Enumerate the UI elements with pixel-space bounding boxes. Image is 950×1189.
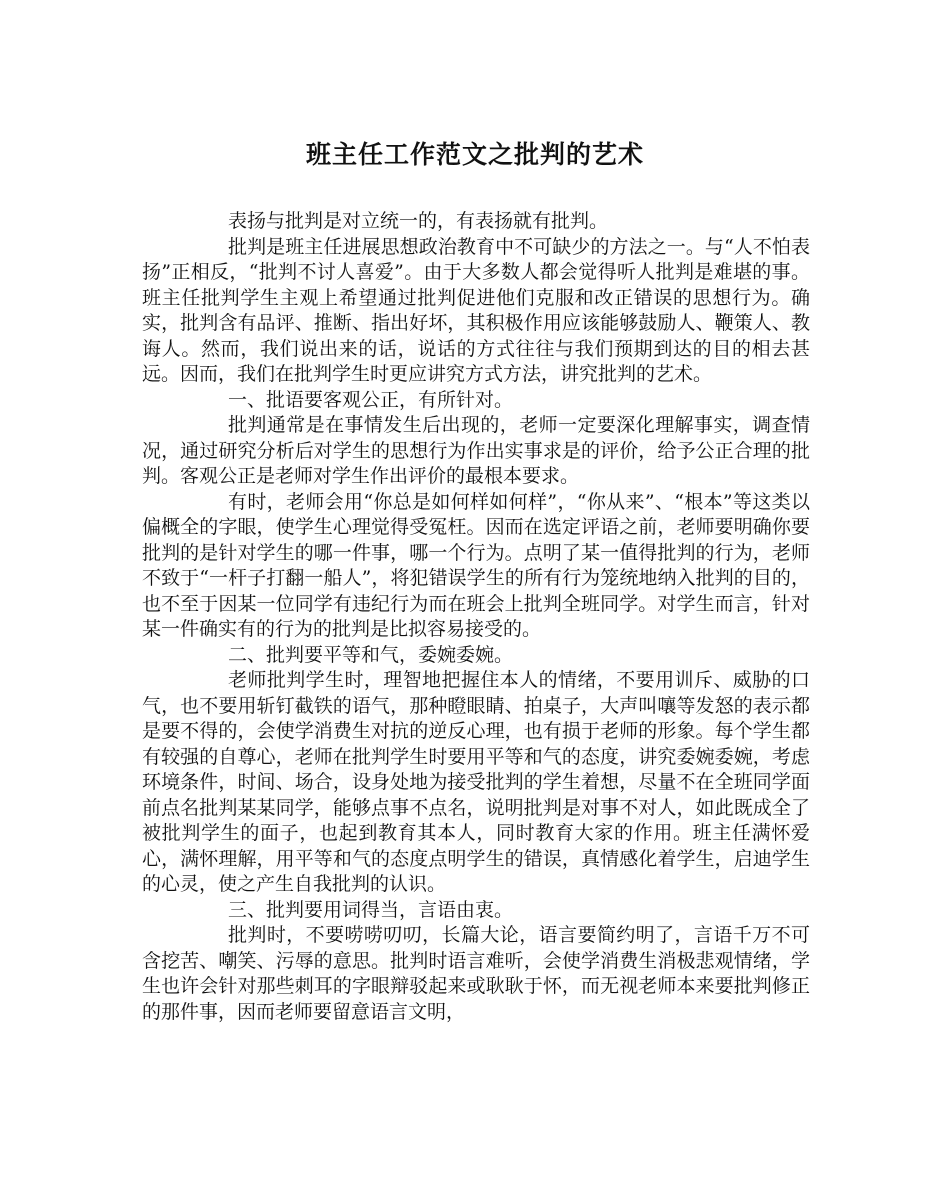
section-heading: 一、批语要客观公正，有所针对。 [228,388,514,411]
paragraph: 批判通常是在事情发生后出现的，老师一定要深化理解事实，调查情况，通过研究分析后对学生的思想行为作出实事求是的评价，给予公正合理的批判。客观公正是老师对学生作出评价的最根本要求。 [142,414,810,487]
document-title: 班主任工作范文之批判的艺术 [305,140,644,169]
paragraph: 老师批判学生时，理智地把握住本人的情绪，不要用训斥、威胁的口气，也不要用斩钉截铁的语气，那种瞪眼睛、拍桌子，大声叫嚷等发怒的表示都是要不得的，会使学消费生对抗的逆反心理，也有损于老师的形象。每个学生都有较强的自尊心，老师在批判学生时要用平等和气的态度，讲究委婉委婉，考虑环境条件，时间、场合，设身处地为接受批判的学生着想，尽量不在全班同学面前点名批判某某同学，能够点事不点名，说明批判是对事不对人，如此既成全了被批判学生的面子，也起到教育其本人，同时教育大家的作用。班主任满怀爱心，满怀理解，用平等和气的态度点明学生的错误，真情感化着学生，启迪学生的心灵，使之产生自我批判的认识。 [142,669,810,895]
paragraph: 表扬与批判是对立统一的，有表扬就有批判。 [228,210,609,232]
document-body [142,209,810,1025]
section-heading: 二、批判要平等和气，委婉委婉。 [228,643,514,666]
paragraph: 有时，老师会用“你总是如何样如何样”，“你从来”、“根本”等这类以偏概全的字眼，使学生心理觉得受冤枉。因而在选定评语之前，老师要明确你要批判的是针对学生的哪一件事，哪一个行为。点明了某一值得批判的行为，老师不致于“一杆子打翻一船人”，将犯错误学生的所有行为笼统地纳入批判的目的，也不至于因某一位同学有违纪行为而在班会上批判全班同学。对学生而言，针对某一件确实有的行为的批判是比拟容易接受的。 [142,490,810,640]
paragraph: 批判时，不要唠唠叨叨，长篇大论，语言要简约明了，言语千万不可含挖苦、嘲笑、污辱的意思。批判时语言难听，会使学消费生消极悲观情绪，学生也许会针对那些刺耳的字眼辩驳起来或耿耿于怀，而无视老师本来要批判修正的那件事，因而老师要留意语言文明， [142,924,810,1023]
paragraph: 批判是班主任进展思想政治教育中不可缺少的方法之一。与“人不怕表扬”正相反，“批判不讨人喜爱”。由于大多数人都会觉得听人批判是难堪的事。班主任批判学生主观上希望通过批判促进他们克服和改正错误的思想行为。确实，批判含有品评、推断、指出好坏，其积极作用应该能够鼓励人、鞭策人、教诲人。然而，我们说出来的话，说话的方式往往与我们预期到达的目的相去甚远。因而，我们在批判学生时更应讲究方式方法，讲究批判的艺术。 [142,235,810,385]
section-heading: 三、批判要用词得当，言语由衷。 [228,898,514,921]
